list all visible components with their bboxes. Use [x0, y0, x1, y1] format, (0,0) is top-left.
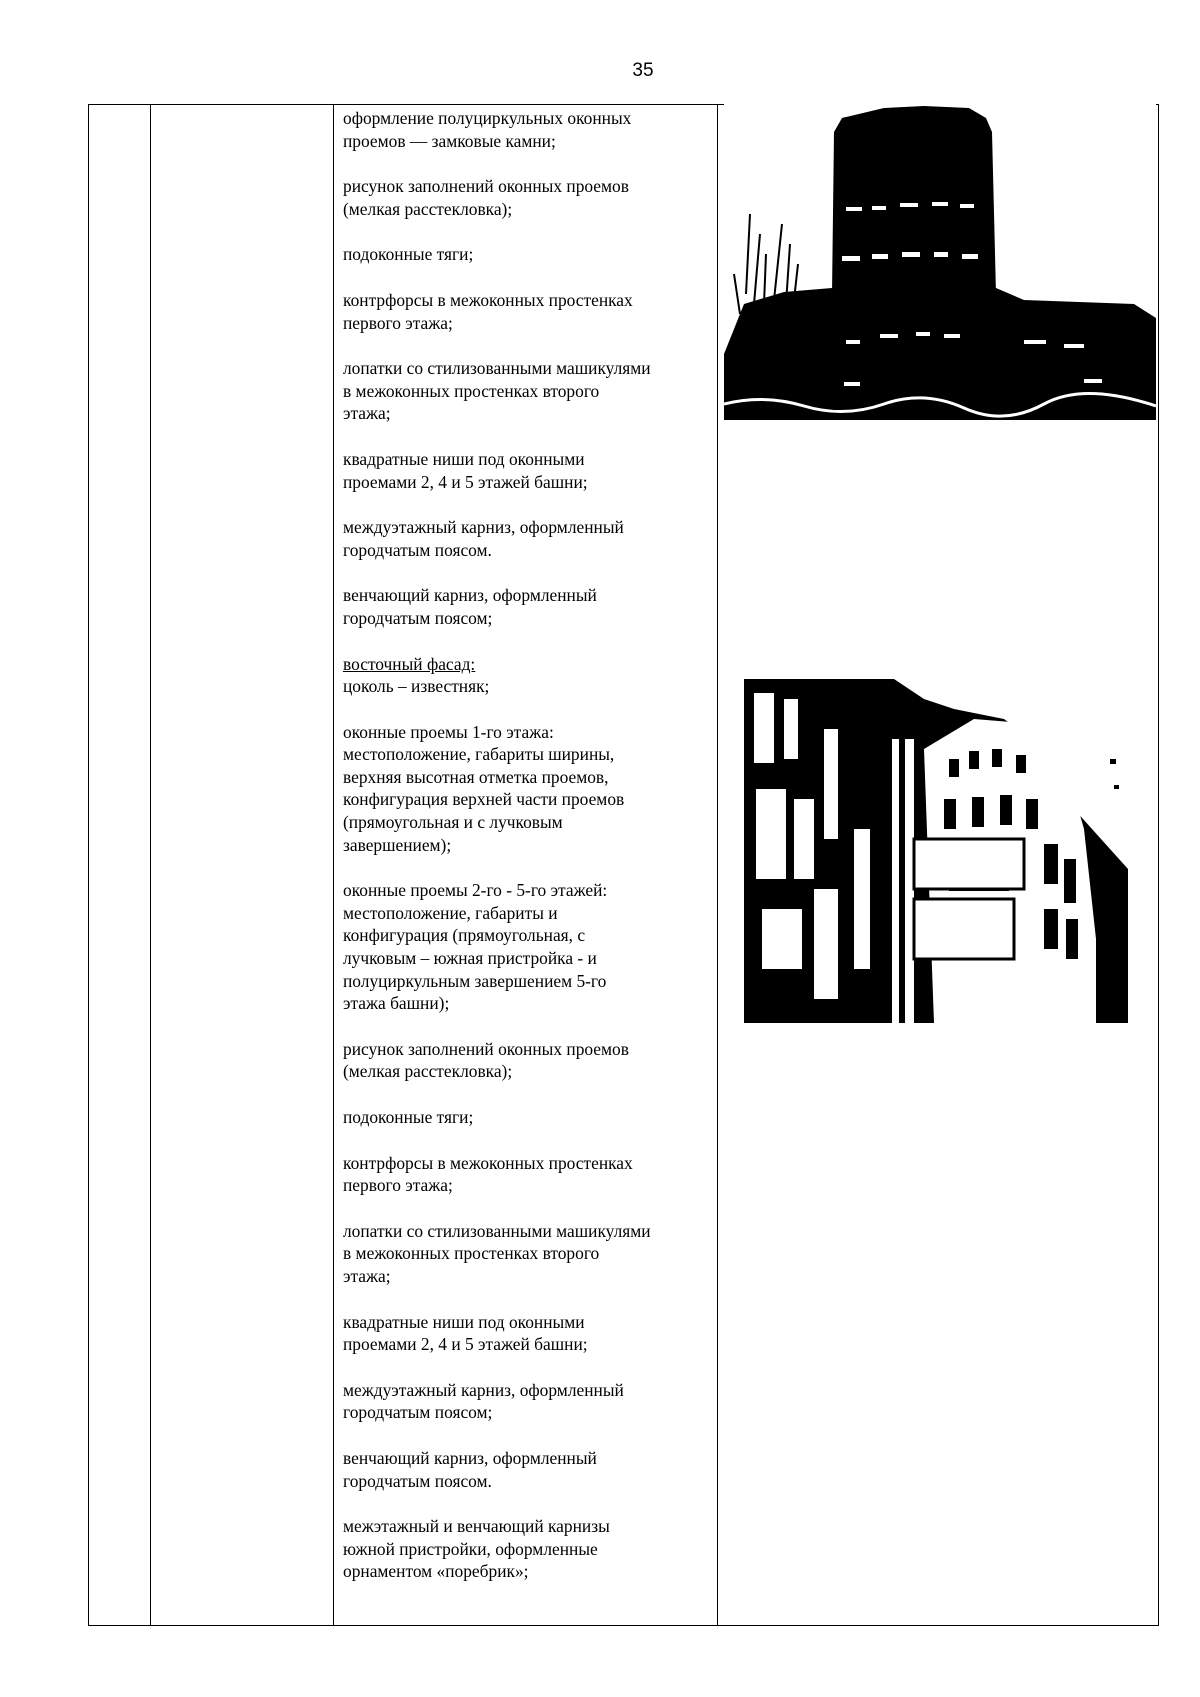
description-paragraph: контрфорсы в межоконных простенках первого этажа;: [343, 289, 633, 333]
number-cell: [89, 105, 151, 1626]
east-facade-paragraph: контрфорсы в межоконных простенках первого этажа;: [343, 1152, 633, 1196]
east-facade-plinth: цоколь – известняк;: [343, 676, 490, 697]
east-facade-paragraph: оконные проемы 2-го - 5-го этажей: местоположение, габариты и конфигурация (прямоугольная, с лучковым – южная пристройка - и полуциркульным завершением 5-го этажа башни);: [343, 880, 608, 1014]
east-facade-paragraph: лопатки со стилизованными машикулями в межоконных простенках второго этажа;: [343, 1220, 651, 1286]
east-facade-paragraph: межэтажный и венчающий карнизы южной пристройки, оформленные орнаментом «поребрик»;: [343, 1516, 610, 1582]
description-paragraph: рисунок заполнений оконных проемов (мелкая расстекловка);: [343, 176, 629, 219]
description-paragraph: подоконные тяги;: [343, 244, 474, 265]
building-facade-photo: [744, 679, 1128, 1023]
page-number: 35: [632, 60, 654, 81]
east-facade-paragraph: подоконные тяги;: [343, 1107, 474, 1127]
east-facade-paragraph: междуэтажный карниз, оформленный городчатым поясом;: [343, 1379, 624, 1423]
description-cell: [334, 105, 718, 1626]
east-facade-paragraph: квадратные ниши под оконными проемами 2, 4 и 5 этажей башни;: [343, 1311, 588, 1355]
name-cell: [151, 105, 334, 1626]
east-facade-paragraph: рисунок заполнений оконных проемов (мелкая расстекловка);: [343, 1038, 629, 1082]
description-paragraph: квадратные ниши под оконными проемами 2, 4 и 5 этажей башни;: [343, 448, 588, 492]
description-paragraph: междуэтажный карниз, оформленный городчатым поясом.: [343, 517, 624, 560]
building-tower-photo: [724, 104, 1156, 420]
description-paragraph: оформление полуциркульных оконных проемов — замковые камни;: [343, 108, 632, 151]
east-facade-paragraph: оконные проемы 1-го этажа: местоположение, габариты ширины, верхняя высотная отметка проемов, конфигурация верхней части проемов (прямоугольная и с лучковым завершением);: [343, 721, 625, 855]
description-paragraph: венчающий карниз, оформленный городчатым поясом;: [343, 585, 597, 628]
east-facade-heading: восточный фасад:: [343, 653, 476, 674]
description-paragraph: лопатки со стилизованными машикулями в межоконных простенках второго этажа;: [343, 358, 651, 424]
east-facade-paragraph: венчающий карниз, оформленный городчатым поясом.: [343, 1447, 597, 1491]
